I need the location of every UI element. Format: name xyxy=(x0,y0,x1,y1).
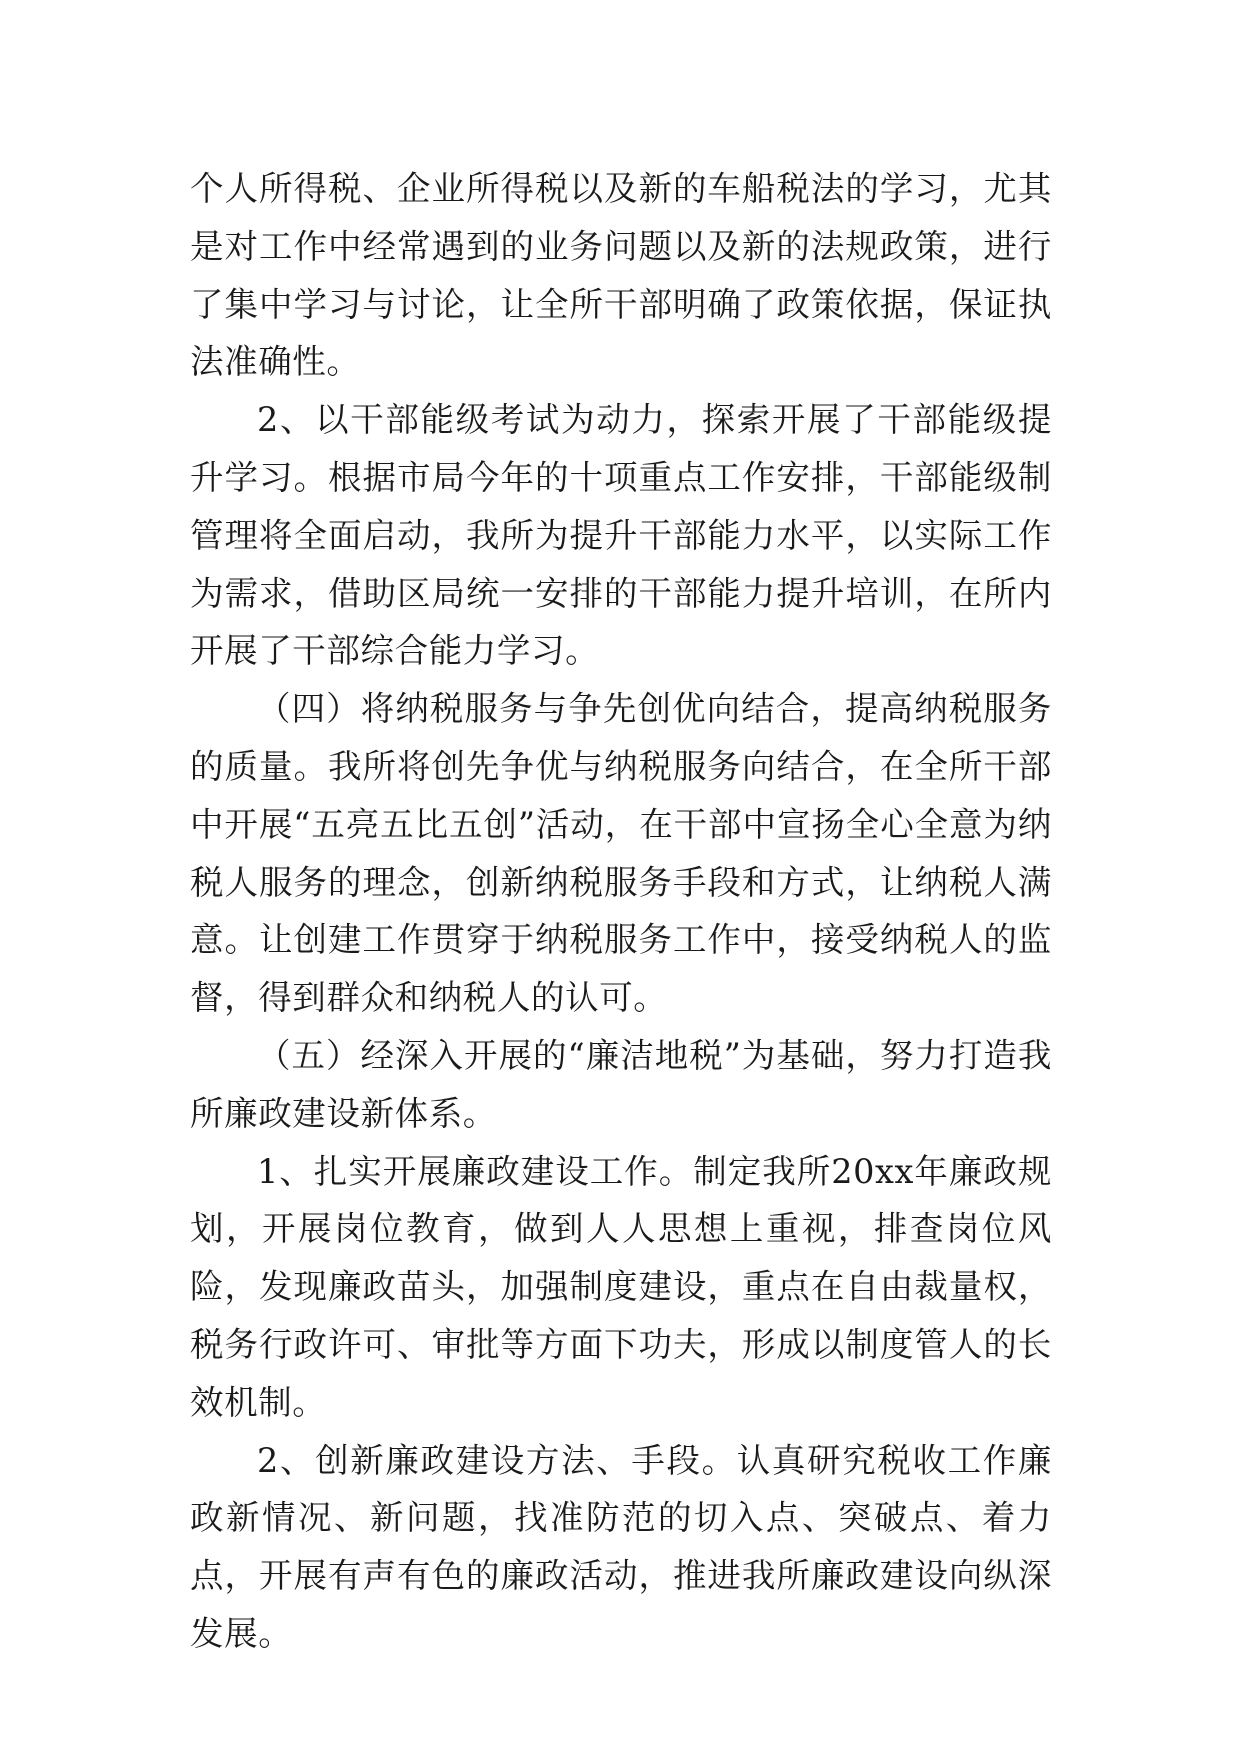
paragraph-1: 个人所得税、企业所得税以及新的车船税法的学习，尤其是对工作中经常遇到的业务问题以及新的法规政策，进行了集中学习与讨论，让全所干部明确了政策依据，保证执法准确性。 xyxy=(190,169,1052,382)
paragraph-4: （五）经深入开展的“廉洁地税”为基础，努力打造我所廉政建设新体系。 xyxy=(190,1035,1052,1133)
paragraph-2: 2、以干部能级考试为动力，探索开展了干部能级提升学习。根据市局今年的十项重点工作安排，干部能级制管理将全面启动，我所为提升干部能力水平，以实际工作为需求，借助区局统一安排的干部能力提升培训，在所内开展了干部综合能力学习。 xyxy=(190,400,1052,671)
paragraph-6: 2、创新廉政建设方法、手段。认真研究税收工作廉政新情况、新问题，找准防范的切入点、突破点、着力点，开展有声有色的廉政活动，推进我所廉政建设向纵深发展。 xyxy=(190,1440,1052,1653)
document-body xyxy=(190,160,1052,1663)
paragraph-3: （四）将纳税服务与争先创优向结合，提高纳税服务的质量。我所将创先争优与纳税服务向结合，在全所干部中开展“五亮五比五创”活动，在干部中宣扬全心全意为纳税人服务的理念，创新纳税服务手段和方式，让纳税人满意。让创建工作贯穿于纳税服务工作中，接受纳税人的监督，得到群众和纳税人的认可。 xyxy=(190,689,1052,1018)
paragraph-5: 1、扎实开展廉政建设工作。制定我所20xx年廉政规划，开展岗位教育，做到人人思想上重视，排查岗位风险，发现廉政苗头，加强制度建设，重点在自由裁量权，税务行政许可、审批等方面下功夫，形成以制度管人的长效机制。 xyxy=(190,1151,1052,1422)
